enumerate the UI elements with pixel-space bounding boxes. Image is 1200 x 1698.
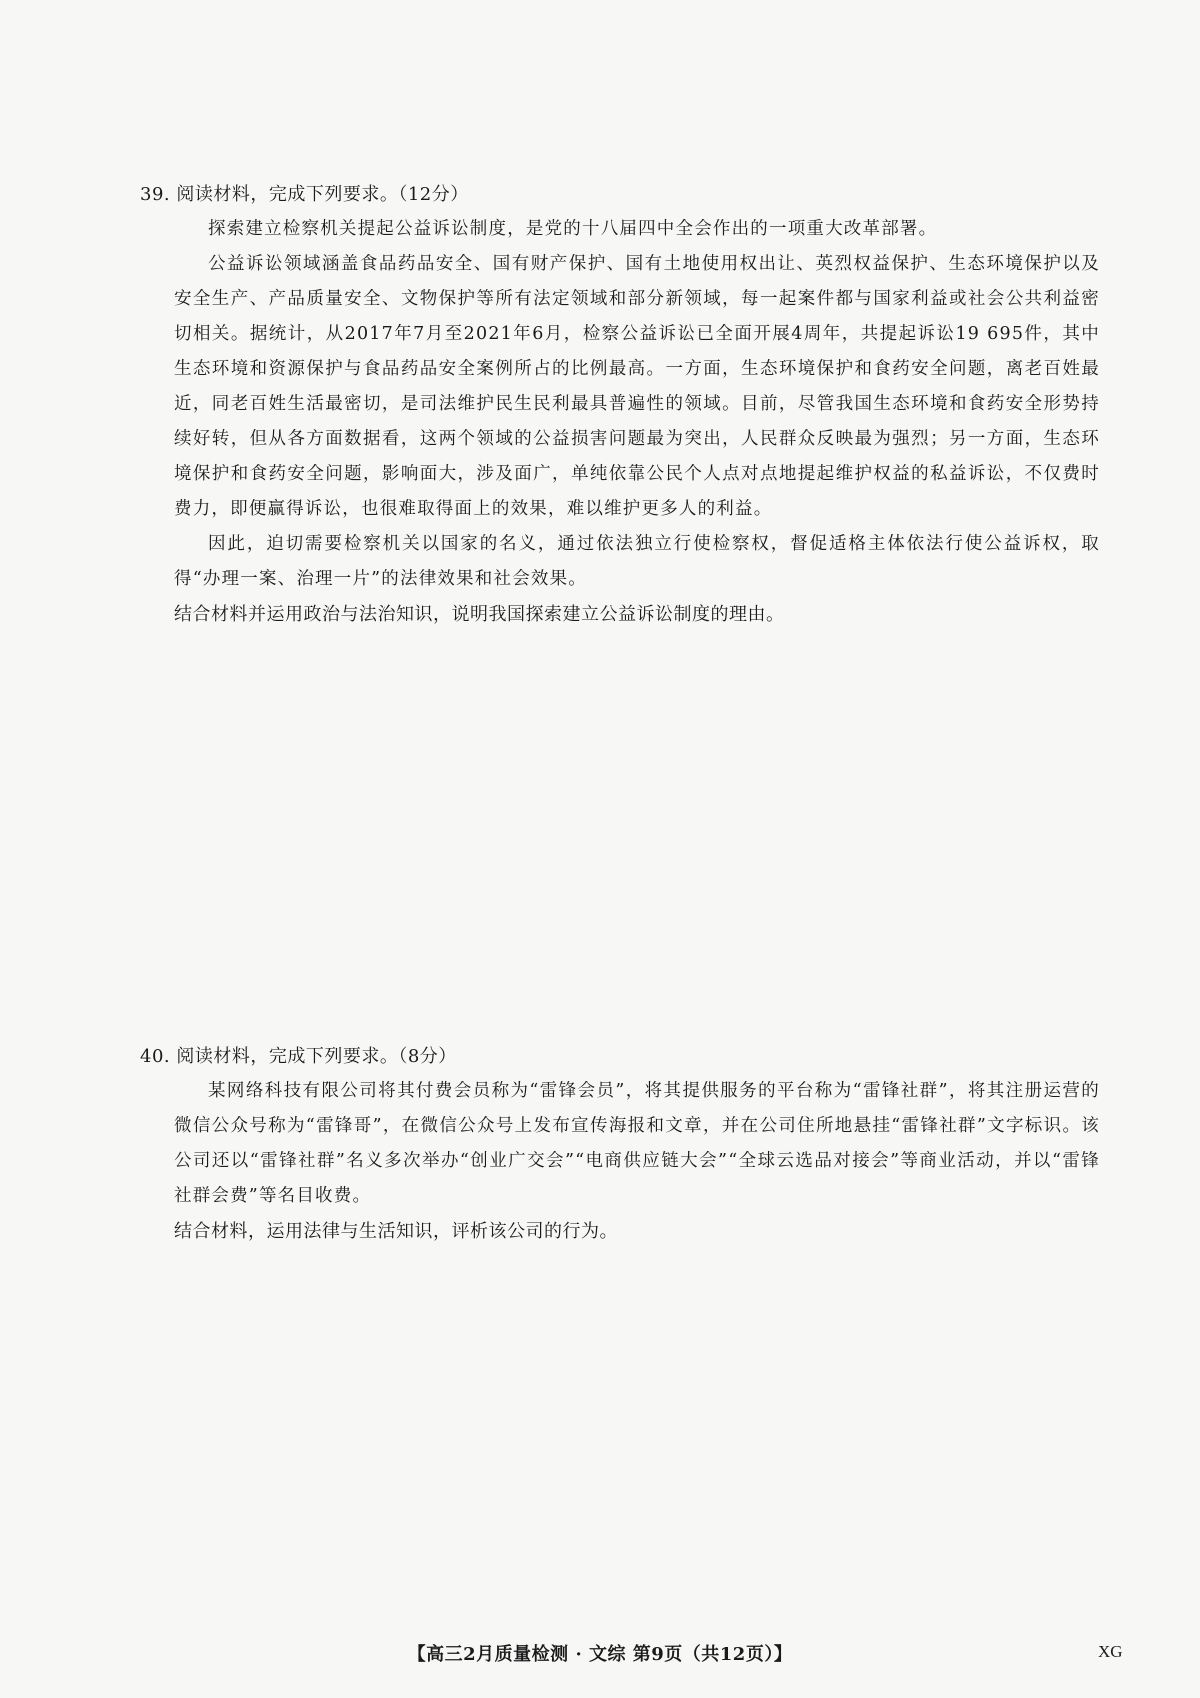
page-footer: 【高三2月质量检测 · 文综 第9页（共12页）】 — [407, 1644, 793, 1665]
question-39-paragraph-3: 因此，迫切需要检察机关以国家的名义，通过依法独立行使检察权，督促适格主体依法行使公益诉权，取得“办理一案、治理一片”的法律效果和社会效果。 — [174, 534, 1100, 589]
footer-code: XG — [1098, 1642, 1123, 1661]
question-39-paragraph-2: 公益诉讼领域涵盖食品药品安全、国有财产保护、国有土地使用权出让、英烈权益保护、生态环境保护以及安全生产、产品质量安全、文物保护等所有法定领域和部分新领域，每一起案件都与国家利益或社会公共利益密切相关。据统计，从2017年7月至2021年6月，检察公益诉讼已全面开展4周年，共提起诉讼19 695件，其中生态环境和资源保护与食品药品安全案例所占的比例最高。一方面，生态环境保护和食药安全问题，离老百姓最近，同老百姓生活最密切，是司法维护民生民利最具普遍性的领域。目前，尽管我国生态环境和食药安全形势持续好转，但从各方面数据看，这两个领域的公益损害问题最为突出，人民群众反映最为强烈；另一方面，生态环境保护和食药安全问题，影响面大，涉及面广，单纯依靠公民个人点对点地提起维护权益的私益诉讼，不仅费时费力，即便赢得诉讼，也很难取得面上的效果，难以维护更多人的利益。 — [174, 254, 1100, 519]
question-39 — [140, 178, 1100, 633]
question-40-paragraph-1: 某网络科技有限公司将其付费会员称为“雷锋会员”，将其提供服务的平台称为“雷锋社群”，将其注册运营的微信公众号称为“雷锋哥”，在微信公众号上发布宣传海报和文章，并在公司住所地悬挂“雷锋社群”文字标识。该公司还以“雷锋社群”名义多次举办“创业广交会”“电商供应链大会”“全球云选品对接会”等商业活动，并以“雷锋社群会费”等名目收费。 — [174, 1081, 1100, 1206]
question-39-paragraph-1: 探索建立检察机关提起公益诉讼制度，是党的十八届四中全会作出的一项重大改革部署。 — [208, 219, 938, 239]
question-40 — [140, 1040, 1100, 1250]
question-40-heading: 40. 阅读材料，完成下列要求。（8分） — [140, 1046, 457, 1067]
question-39-heading: 39. 阅读材料，完成下列要求。（12分） — [140, 184, 469, 205]
question-39-requirement: 结合材料并运用政治与法治知识，说明我国探索建立公益诉讼制度的理由。 — [174, 604, 785, 625]
question-40-requirement: 结合材料，运用法律与生活知识，评析该公司的行为。 — [174, 1221, 618, 1242]
